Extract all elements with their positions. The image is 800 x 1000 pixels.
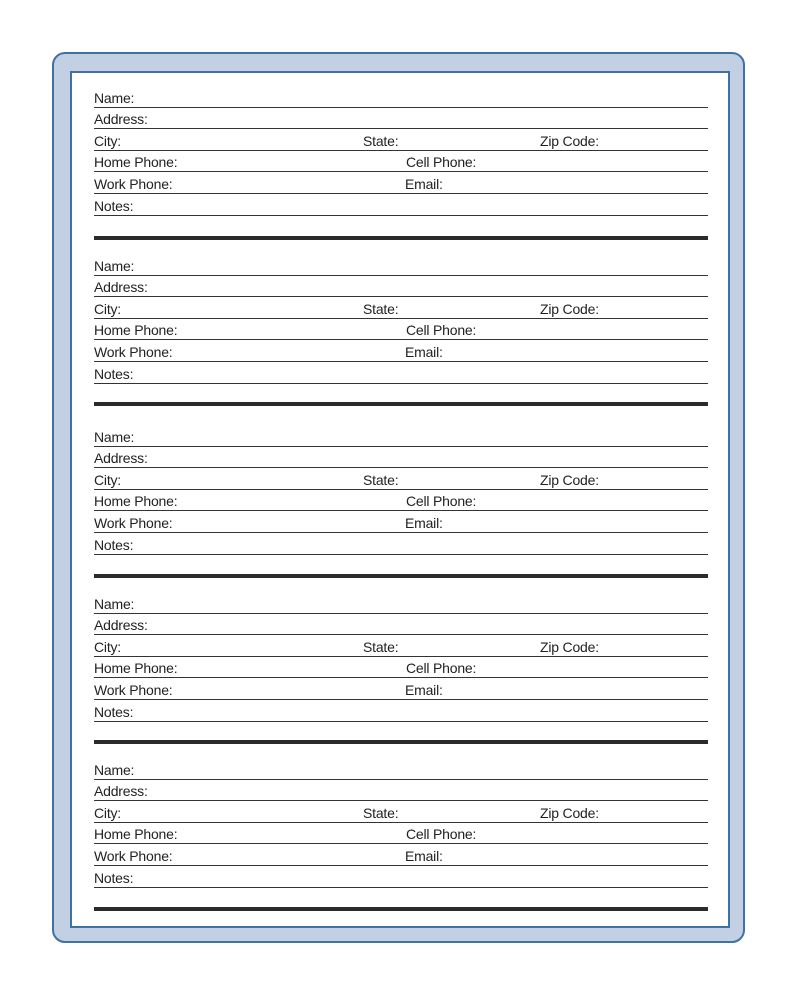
- address-row[interactable]: [94, 447, 708, 469]
- home-cell-phone-row[interactable]: [94, 490, 708, 512]
- home-phone-label: Home Phone:: [94, 660, 178, 677]
- entry-divider: [94, 402, 708, 406]
- work-phone-label: Work Phone:: [94, 681, 173, 698]
- email-label: Email:: [405, 175, 443, 192]
- name-label: Name:: [94, 89, 135, 106]
- notes-label: Notes:: [94, 536, 134, 553]
- zip-code-label: Zip Code:: [540, 300, 599, 317]
- zip-code-label: Zip Code:: [540, 638, 599, 655]
- address-row[interactable]: [94, 780, 708, 802]
- address-entry-3: [94, 425, 708, 555]
- cell-phone-label: Cell Phone:: [406, 660, 477, 677]
- entry-divider: [94, 907, 708, 911]
- name-row[interactable]: [94, 758, 708, 780]
- cell-phone-label: Cell Phone:: [406, 493, 477, 510]
- home-phone-label: Home Phone:: [94, 826, 178, 843]
- state-label: State:: [363, 132, 399, 149]
- cell-phone-label: Cell Phone:: [406, 322, 477, 339]
- state-label: State:: [363, 471, 399, 488]
- notes-row[interactable]: [94, 194, 708, 216]
- address-label: Address:: [94, 617, 148, 634]
- name-label: Name:: [94, 257, 135, 274]
- work-phone-email-row[interactable]: [94, 844, 708, 866]
- notes-row[interactable]: [94, 866, 708, 888]
- city-state-zip-row[interactable]: [94, 129, 708, 151]
- city-state-zip-row[interactable]: [94, 635, 708, 657]
- state-label: State:: [363, 638, 399, 655]
- work-phone-email-row[interactable]: [94, 172, 708, 194]
- entry-divider: [94, 574, 708, 578]
- work-phone-label: Work Phone:: [94, 175, 173, 192]
- work-phone-email-row[interactable]: [94, 678, 708, 700]
- address-entry-4: [94, 592, 708, 722]
- address-row[interactable]: [94, 276, 708, 298]
- address-row[interactable]: [94, 108, 708, 130]
- name-row[interactable]: [94, 425, 708, 447]
- name-row[interactable]: [94, 592, 708, 614]
- city-label: City:: [94, 132, 122, 149]
- notes-row[interactable]: [94, 700, 708, 722]
- work-phone-email-row[interactable]: [94, 511, 708, 533]
- address-entry-1: [94, 86, 708, 216]
- home-cell-phone-row[interactable]: [94, 823, 708, 845]
- work-phone-email-row[interactable]: [94, 340, 708, 362]
- email-label: Email:: [405, 343, 443, 360]
- address-label: Address:: [94, 111, 148, 128]
- notes-row[interactable]: [94, 362, 708, 384]
- notes-label: Notes:: [94, 869, 134, 886]
- email-label: Email:: [405, 681, 443, 698]
- work-phone-label: Work Phone:: [94, 343, 173, 360]
- home-cell-phone-row[interactable]: [94, 151, 708, 173]
- name-label: Name:: [94, 595, 135, 612]
- city-label: City:: [94, 471, 122, 488]
- entry-divider: [94, 740, 708, 744]
- notes-label: Notes:: [94, 703, 134, 720]
- notes-label: Notes:: [94, 365, 134, 382]
- work-phone-label: Work Phone:: [94, 514, 173, 531]
- address-label: Address:: [94, 279, 148, 296]
- name-row[interactable]: [94, 86, 708, 108]
- home-phone-label: Home Phone:: [94, 322, 178, 339]
- name-label: Name:: [94, 761, 135, 778]
- home-cell-phone-row[interactable]: [94, 319, 708, 341]
- city-label: City:: [94, 638, 122, 655]
- zip-code-label: Zip Code:: [540, 471, 599, 488]
- home-phone-label: Home Phone:: [94, 493, 178, 510]
- city-state-zip-row[interactable]: [94, 297, 708, 319]
- state-label: State:: [363, 804, 399, 821]
- home-cell-phone-row[interactable]: [94, 657, 708, 679]
- entry-divider: [94, 236, 708, 240]
- cell-phone-label: Cell Phone:: [406, 154, 477, 171]
- email-label: Email:: [405, 847, 443, 864]
- home-phone-label: Home Phone:: [94, 154, 178, 171]
- zip-code-label: Zip Code:: [540, 804, 599, 821]
- city-state-zip-row[interactable]: [94, 468, 708, 490]
- address-label: Address:: [94, 450, 148, 467]
- city-state-zip-row[interactable]: [94, 801, 708, 823]
- state-label: State:: [363, 300, 399, 317]
- name-row[interactable]: [94, 254, 708, 276]
- address-entry-5: [94, 758, 708, 888]
- zip-code-label: Zip Code:: [540, 132, 599, 149]
- cell-phone-label: Cell Phone:: [406, 826, 477, 843]
- city-label: City:: [94, 804, 122, 821]
- work-phone-label: Work Phone:: [94, 847, 173, 864]
- address-label: Address:: [94, 783, 148, 800]
- address-entry-2: [94, 254, 708, 384]
- name-label: Name:: [94, 428, 135, 445]
- city-label: City:: [94, 300, 122, 317]
- notes-row[interactable]: [94, 533, 708, 555]
- address-row[interactable]: [94, 614, 708, 636]
- notes-label: Notes:: [94, 197, 134, 214]
- email-label: Email:: [405, 514, 443, 531]
